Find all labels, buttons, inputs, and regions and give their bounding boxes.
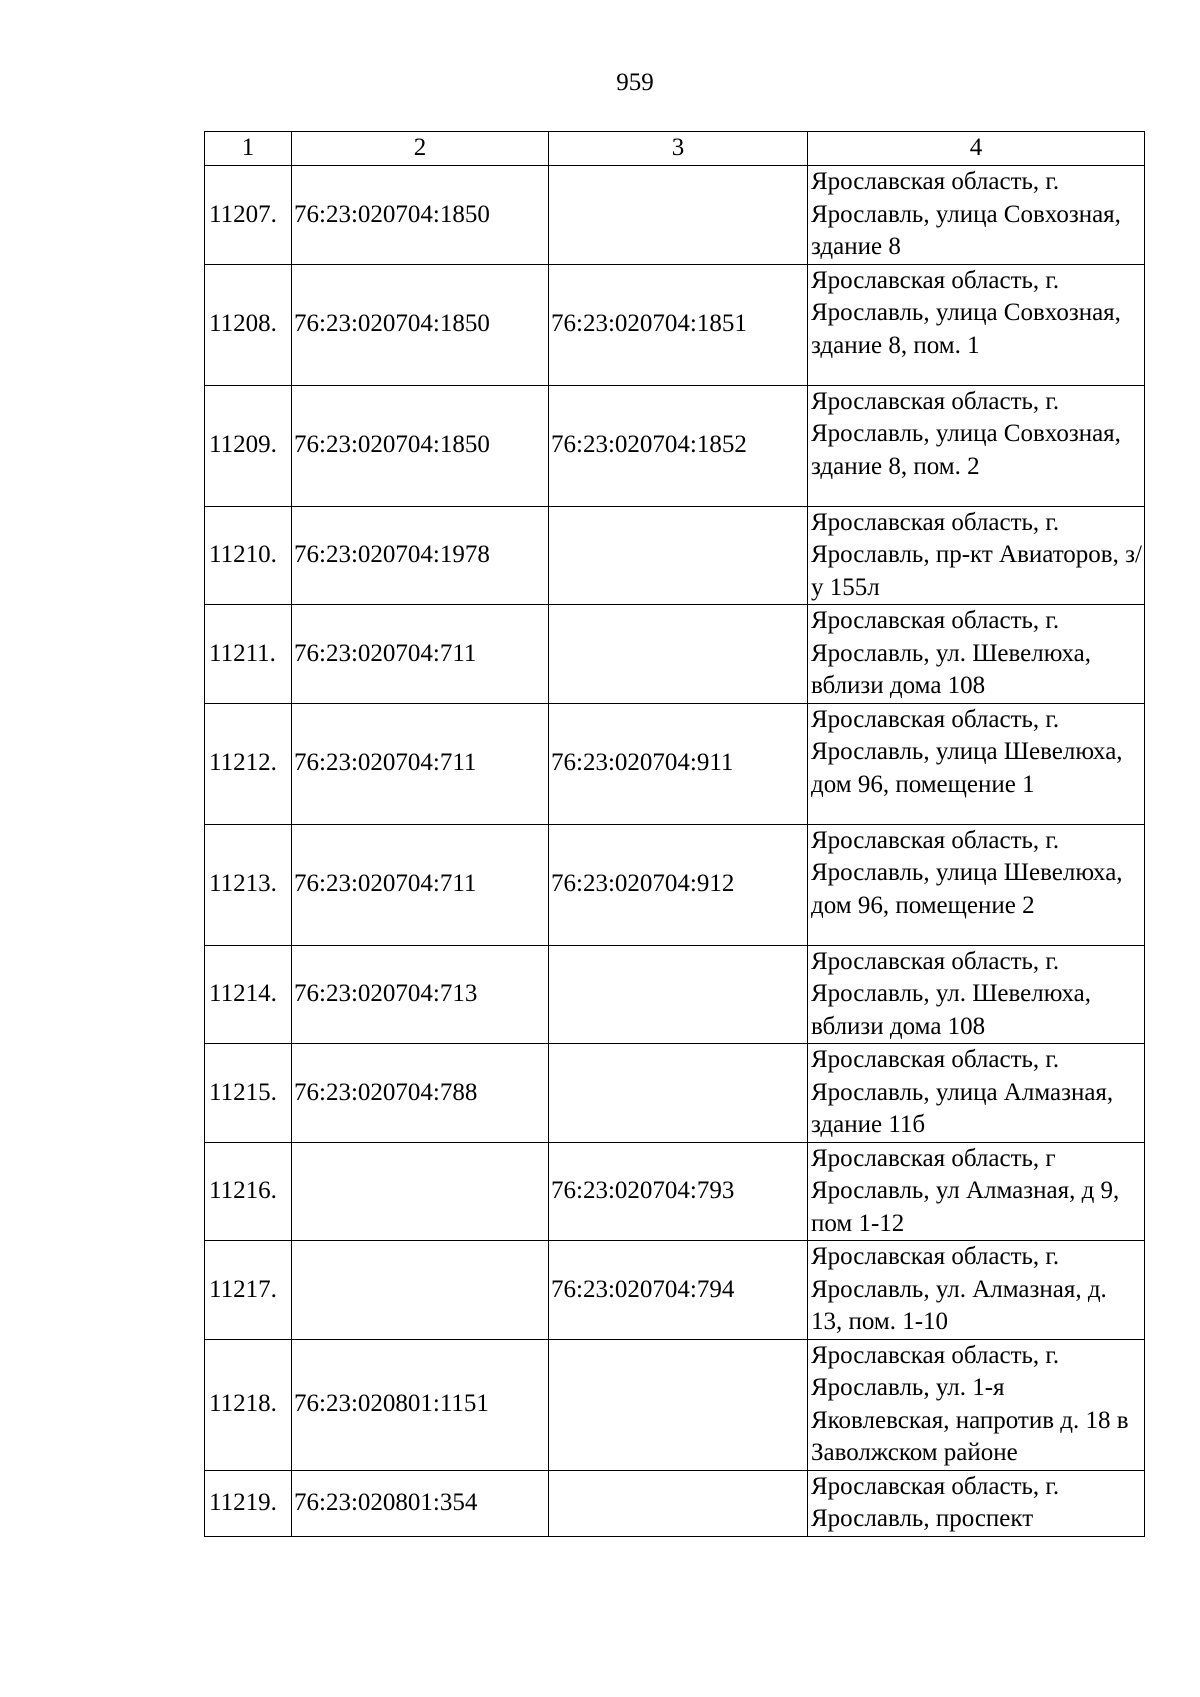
address: Ярославская область, г. Ярославль, улица Совхозная, здание 8 (808, 166, 1145, 265)
row-number: 11211. (205, 605, 292, 704)
row-number: 11212. (205, 703, 292, 824)
header-col-1: 1 (205, 132, 292, 166)
table-row (205, 1470, 1145, 1536)
table-row (205, 166, 1145, 265)
object-cadastral-number: 76:23:020704:912 (549, 824, 808, 945)
row-number: 11209. (205, 385, 292, 506)
object-cadastral-number (549, 166, 808, 265)
table-row (205, 703, 1145, 824)
parcel-cadastral-number: 76:23:020704:711 (292, 703, 549, 824)
object-cadastral-number: 76:23:020704:794 (549, 1241, 808, 1340)
object-cadastral-number: 76:23:020704:1852 (549, 385, 808, 506)
table-row (205, 1142, 1145, 1241)
table-row (205, 385, 1145, 506)
header-col-4: 4 (808, 132, 1145, 166)
address: Ярославская область, г. Ярославль, улица Алмазная, здание 11б (808, 1044, 1145, 1143)
parcel-cadastral-number: 76:23:020801:354 (292, 1470, 549, 1536)
parcel-cadastral-number: 76:23:020704:788 (292, 1044, 549, 1143)
page-number: 959 (616, 69, 654, 96)
parcel-cadastral-number: 76:23:020704:1850 (292, 385, 549, 506)
parcel-cadastral-number: 76:23:020704:711 (292, 824, 549, 945)
row-number: 11207. (205, 166, 292, 265)
header-row (205, 132, 1145, 166)
parcel-cadastral-number: 76:23:020704:1850 (292, 166, 549, 265)
address: Ярославская область, г. Ярославль, улица Шевелюха, дом 96, помещение 1 (808, 703, 1145, 824)
address: Ярославская область, г. Ярославль, проспект (808, 1470, 1145, 1536)
table-row (205, 824, 1145, 945)
object-cadastral-number (549, 1044, 808, 1143)
row-number: 11214. (205, 945, 292, 1044)
object-cadastral-number: 76:23:020704:911 (549, 703, 808, 824)
object-cadastral-number (549, 1470, 808, 1536)
table-row (205, 1044, 1145, 1143)
address: Ярославская область, г Ярославль, ул Алмазная, д 9, пом 1-12 (808, 1142, 1145, 1241)
table-row (205, 945, 1145, 1044)
object-cadastral-number (549, 506, 808, 605)
registry-table (204, 131, 1145, 1537)
parcel-cadastral-number: 76:23:020704:711 (292, 605, 549, 704)
address: Ярославская область, г. Ярославль, пр-кт Авиаторов, з/у 155л (808, 506, 1145, 605)
address: Ярославская область, г. Ярославль, улица Совхозная, здание 8, пом. 1 (808, 264, 1145, 385)
parcel-cadastral-number: 76:23:020704:1978 (292, 506, 549, 605)
row-number: 11219. (205, 1470, 292, 1536)
address: Ярославская область, г. Ярославль, ул. 1-я Яковлевская, напротив д. 18 в Заволжском районе (808, 1339, 1145, 1470)
table-row (205, 605, 1145, 704)
header-col-3: 3 (549, 132, 808, 166)
row-number: 11215. (205, 1044, 292, 1143)
parcel-cadastral-number (292, 1241, 549, 1340)
table-header (205, 132, 1145, 166)
header-col-2: 2 (292, 132, 549, 166)
row-number: 11218. (205, 1339, 292, 1470)
parcel-cadastral-number: 76:23:020704:1850 (292, 264, 549, 385)
object-cadastral-number: 76:23:020704:1851 (549, 264, 808, 385)
table-row (205, 1339, 1145, 1470)
object-cadastral-number (549, 1339, 808, 1470)
row-number: 11208. (205, 264, 292, 385)
object-cadastral-number: 76:23:020704:793 (549, 1142, 808, 1241)
address: Ярославская область, г. Ярославль, ул. Алмазная, д. 13, пом. 1-10 (808, 1241, 1145, 1340)
address: Ярославская область, г. Ярославль, улица Совхозная, здание 8, пом. 2 (808, 385, 1145, 506)
table-row (205, 264, 1145, 385)
address: Ярославская область, г. Ярославль, улица Шевелюха, дом 96, помещение 2 (808, 824, 1145, 945)
object-cadastral-number (549, 605, 808, 704)
row-number: 11210. (205, 506, 292, 605)
address: Ярославская область, г. Ярославль, ул. Шевелюха, вблизи дома 108 (808, 605, 1145, 704)
table-row (205, 1241, 1145, 1340)
row-number: 11213. (205, 824, 292, 945)
row-number: 11216. (205, 1142, 292, 1241)
parcel-cadastral-number (292, 1142, 549, 1241)
parcel-cadastral-number: 76:23:020801:1151 (292, 1339, 549, 1470)
row-number: 11217. (205, 1241, 292, 1340)
object-cadastral-number (549, 945, 808, 1044)
table-body (205, 166, 1145, 1537)
address: Ярославская область, г. Ярославль, ул. Шевелюха, вблизи дома 108 (808, 945, 1145, 1044)
table-row (205, 506, 1145, 605)
parcel-cadastral-number: 76:23:020704:713 (292, 945, 549, 1044)
